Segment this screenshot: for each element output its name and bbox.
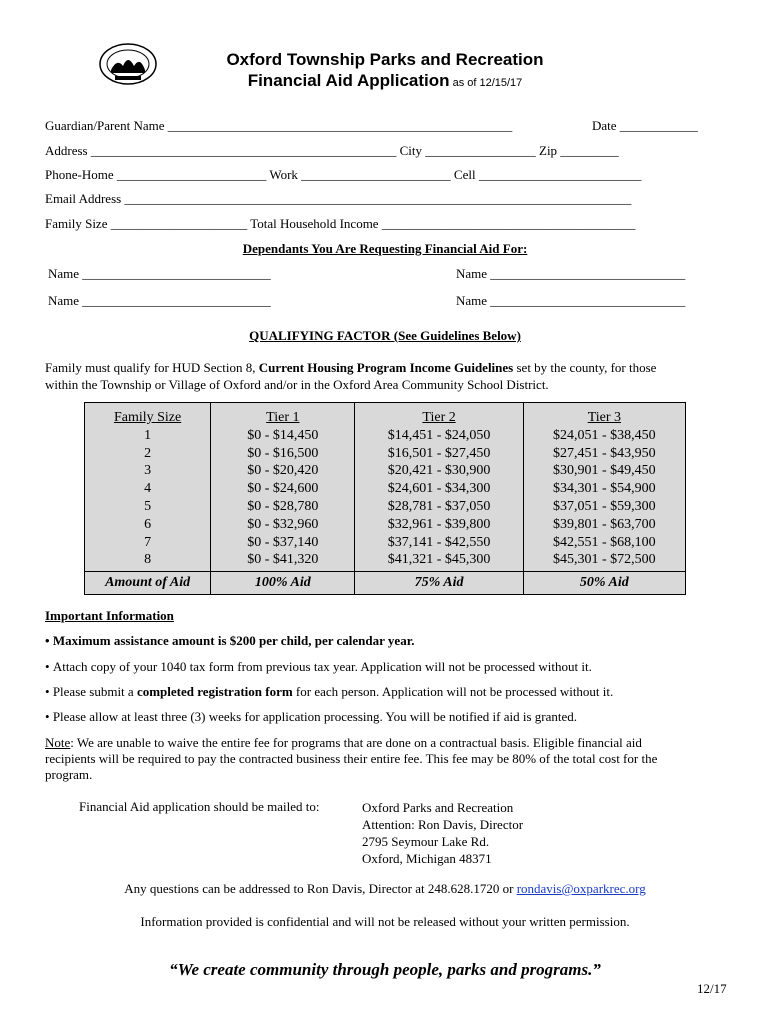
tier1-aid: 100% Aid <box>211 572 355 595</box>
note-text-line2: recipients will be required to pay the contracted business their entire fee. This fee may be 80% of the total cost for the <box>45 751 658 766</box>
table-cell: $24,051 - $38,450 <box>553 427 656 443</box>
table-cell: 4 <box>144 481 152 497</box>
table-cell: $39,801 - $63,700 <box>553 516 656 532</box>
table-cell: 7 <box>144 534 152 550</box>
note-text: Note: We are unable to waive the entire fee for programs that are done on a contractual basis. Eligible financial aid <box>45 735 642 750</box>
dependants-heading: Dependants You Are Requesting Financial Aid For: <box>242 241 528 256</box>
address-line: Oxford, Michigan 48371 <box>362 851 492 866</box>
bullet-item: • Attach copy of your 1040 tax form from previous tax year. Application will not be processed without it. <box>45 659 592 674</box>
amount-of-aid-label: Amount of Aid <box>85 572 211 595</box>
phone-field[interactable]: Phone-Home _______________________ Work _______________________ Cell _________________________ <box>45 167 642 182</box>
table-cell: $37,141 - $42,550 <box>387 534 491 550</box>
date-field[interactable]: Date ____________ <box>592 118 698 133</box>
table-header: Tier 2 <box>422 410 456 425</box>
mailing-address <box>362 799 523 867</box>
table-cell: $0 - $24,600 <box>247 481 319 497</box>
address-line: Attention: Ron Davis, Director <box>362 817 524 832</box>
mailing-label: Financial Aid application should be mailed to: <box>79 799 320 814</box>
table-cell: 6 <box>144 516 152 532</box>
email-field[interactable]: Email Address ______________________________________________________________________________ <box>45 191 632 206</box>
table-cell: $0 - $32,960 <box>247 516 319 532</box>
address-line: 2795 Seymour Lake Rd. <box>362 834 490 849</box>
footer-code: 12/17 <box>697 981 727 996</box>
table-cell: $16,501 - $27,450 <box>387 445 491 461</box>
table-cell: $14,451 - $24,050 <box>387 427 491 443</box>
table-cell: $37,051 - $59,300 <box>553 498 656 514</box>
table-cell: $27,451 - $43,950 <box>553 445 656 461</box>
page-subtitle: Financial Aid Application as of 12/15/17 <box>247 71 523 90</box>
table-cell: 2 <box>144 445 152 461</box>
family-size-column <box>85 403 211 572</box>
qualifying-heading: QUALIFYING FACTOR (See Guidelines Below) <box>249 328 521 343</box>
dependant-name-field[interactable]: Name ______________________________ <box>456 293 686 308</box>
table-cell: $0 - $14,450 <box>247 427 319 443</box>
contact-text: Any questions can be addressed to Ron Davis, Director at 248.628.1720 or rondavis@oxparkrec.org <box>124 881 646 896</box>
table-cell: $42,551 - $68,100 <box>553 534 656 550</box>
dependant-name-field[interactable]: Name _____________________________ <box>48 266 271 281</box>
bullet-item: • Maximum assistance amount is $200 per child, per calendar year. <box>45 633 415 648</box>
motto-quote: “We create community through people, parks and programs.” <box>169 960 601 979</box>
table-cell: $0 - $41,320 <box>247 552 319 568</box>
table-cell: $28,781 - $37,050 <box>387 498 491 514</box>
table-cell: 1 <box>144 427 152 443</box>
tier2-column <box>355 403 523 572</box>
guardian-name-field[interactable]: Guardian/Parent Name _____________________________________________________ <box>45 118 513 133</box>
dependant-name-field[interactable]: Name _____________________________ <box>48 293 271 308</box>
confidential-notice: Information provided is confidential and will not be released without your written permission. <box>140 914 630 929</box>
table-cell: 3 <box>144 463 152 479</box>
table-cell: 8 <box>144 552 152 568</box>
tier3-aid: 50% Aid <box>523 572 685 595</box>
email-link[interactable]: rondavis@oxparkrec.org <box>516 881 646 896</box>
table-cell: $24,601 - $34,300 <box>387 481 491 497</box>
income-tier-table <box>84 402 686 595</box>
table-cell: $0 - $28,780 <box>247 498 319 514</box>
table-header: Tier 3 <box>587 410 622 425</box>
tier1-column <box>211 403 355 572</box>
bullet-item: • Please submit a completed registration form for each person. Application will not be processed without it. <box>45 684 614 699</box>
table-cell: $30,901 - $49,450 <box>553 463 656 479</box>
table-cell: $20,421 - $30,900 <box>387 463 491 479</box>
table-cell: $45,301 - $72,500 <box>553 552 656 568</box>
table-cell: $41,321 - $45,300 <box>387 552 491 568</box>
table-header: Tier 1 <box>266 410 300 425</box>
family-size-field[interactable]: Family Size _____________________ Total Household Income _______________________________________ <box>45 216 636 231</box>
table-header: Family Size <box>113 410 182 425</box>
table-cell: $0 - $20,420 <box>247 463 319 479</box>
dependant-name-field[interactable]: Name ______________________________ <box>456 266 686 281</box>
important-heading: Important Information <box>45 608 174 623</box>
note-text-line3: program. <box>45 767 93 782</box>
qualifying-text: Family must qualify for HUD Section 8, Current Housing Program Income Guidelines set by the county, for those <box>45 360 657 375</box>
table-cell: $32,961 - $39,800 <box>387 516 491 532</box>
table-cell: 5 <box>144 498 152 514</box>
table-cell: $0 - $37,140 <box>247 534 319 550</box>
table-cell: $0 - $16,500 <box>247 445 319 461</box>
as-of-date: as of 12/15/17 <box>449 77 523 89</box>
table-cell: $34,301 - $54,900 <box>553 481 656 497</box>
bullet-item: • Please allow at least three (3) weeks for application processing. You will be notified if aid is granted. <box>45 709 578 724</box>
tier2-aid: 75% Aid <box>355 572 523 595</box>
qualifying-text-line2: within the Township or Village of Oxford and/or in the Oxford Area Community School District. <box>45 377 549 392</box>
tier3-column <box>523 403 685 572</box>
page-title: Oxford Township Parks and Recreation <box>226 50 544 69</box>
address-field[interactable]: Address _______________________________________________ City _________________ Zip _________ <box>45 143 619 158</box>
address-line: Oxford Parks and Recreation <box>362 800 514 815</box>
